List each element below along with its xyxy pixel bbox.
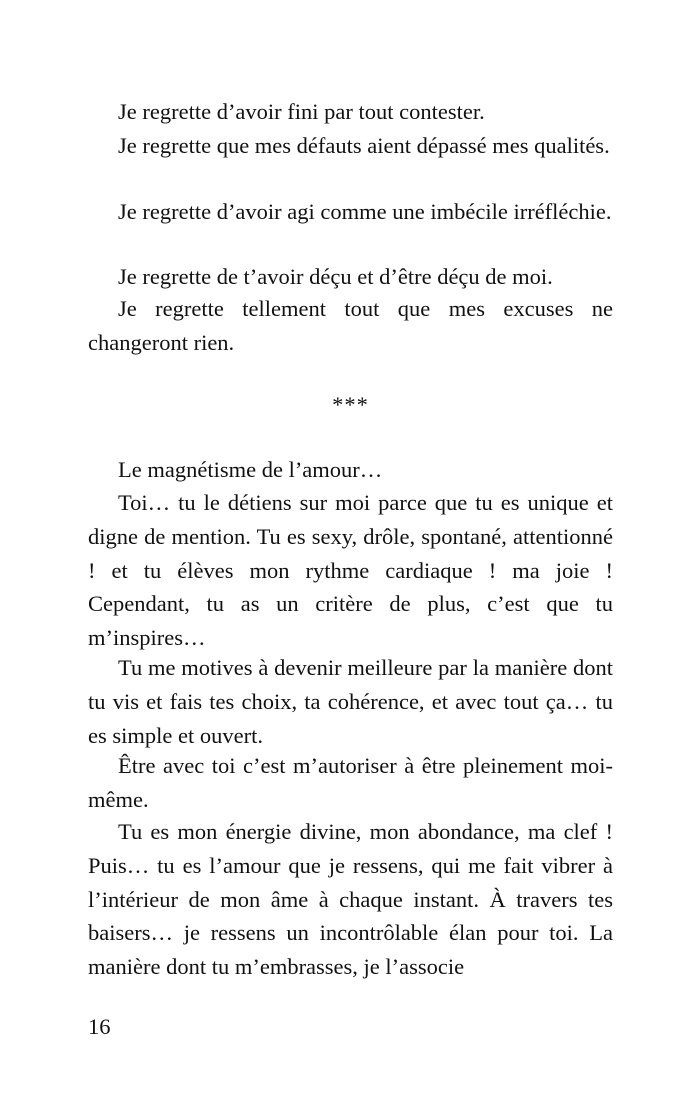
page-number: 16	[88, 1014, 111, 1039]
paragraph: Je regrette que mes défauts aient dépassé mes qualités.	[118, 133, 610, 158]
paragraph: Être avec toi c’est m’autoriser à être pleinement moi-même.	[88, 753, 613, 812]
paragraph: Le magnétisme de l’amour…	[118, 457, 383, 482]
paragraph: Je regrette de t’avoir déçu et d’être déçu de moi.	[118, 264, 553, 289]
book-page	[88, 0, 613, 1110]
section-separator: ***	[332, 392, 369, 417]
paragraph: Toi… tu le détiens sur moi parce que tu es unique et digne de mention. Tu es sexy, drôle, spontané, attentionné ! et tu élèves mon rythme cardiaque ! ma joie ! Cependant, tu as un critère de plus, c’est que tu m’inspires…	[88, 490, 613, 651]
paragraph: Je regrette d’avoir agi comme une imbécile irréfléchie.	[118, 199, 612, 224]
paragraph: Tu me motives à devenir meilleure par la manière dont tu vis et fais tes choix, ta cohérence, et avec tout ça… tu es simple et ouvert.	[88, 655, 613, 748]
paragraph: Tu es mon énergie divine, mon abondance, ma clef ! Puis… tu es l’amour que je ressens, qui me fait vibrer à l’intérieur de mon âme à chaque instant. À travers tes baisers… je ressens un incontrôlable élan pour toi. La manière dont tu m’embrasses, je l’associe	[88, 819, 613, 980]
paragraph: Je regrette tellement tout que mes excuses ne changeront rien.	[88, 296, 613, 355]
paragraph: Je regrette d’avoir fini par tout contester.	[118, 99, 485, 124]
